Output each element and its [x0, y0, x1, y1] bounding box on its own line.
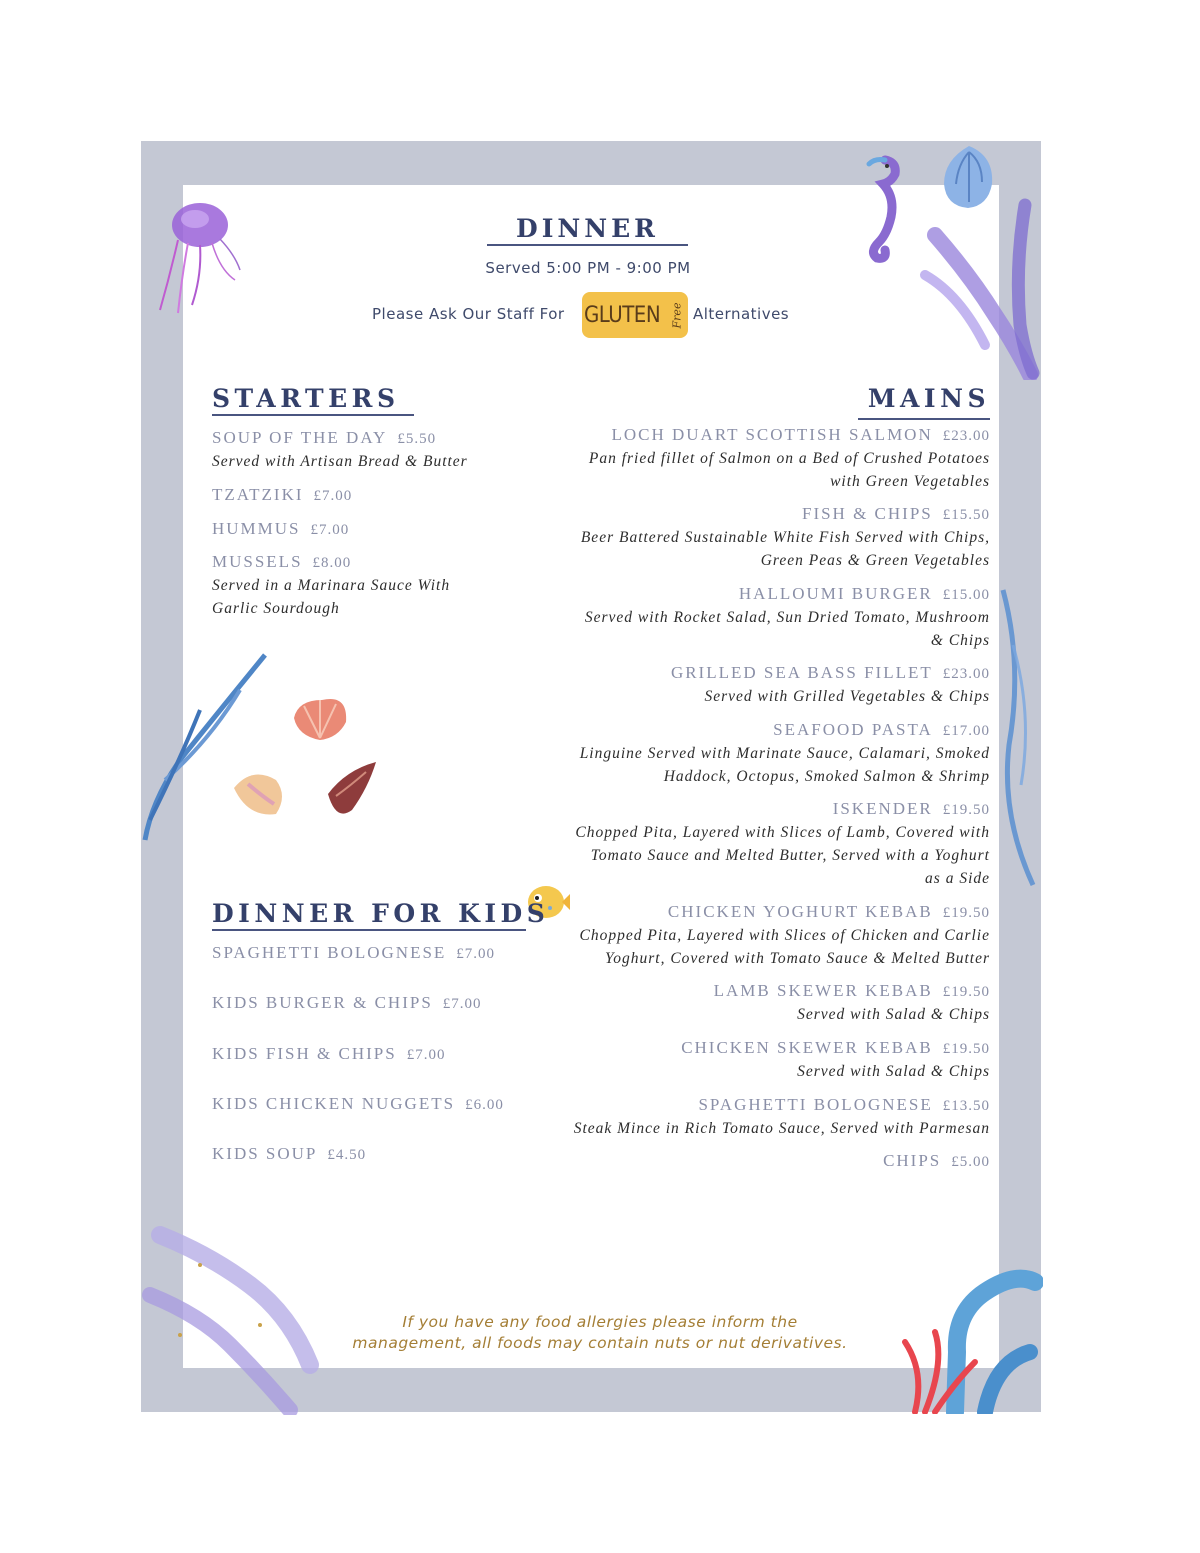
kids-item-heading — [212, 1142, 532, 1166]
starters-item-heading — [212, 426, 532, 450]
item-price: £13.50 — [942, 1098, 990, 1114]
starters-title: STARTERS — [212, 384, 400, 413]
item-name: HUMMUS — [212, 519, 301, 538]
gluten-badge-free: Free — [670, 302, 684, 328]
item-price: £23.00 — [942, 666, 990, 682]
item-price: £7.00 — [442, 996, 482, 1012]
allergy-notice — [183, 1312, 1017, 1354]
item-price: £15.00 — [942, 587, 990, 603]
item-description: Served with Grilled Vegetables & Chips — [704, 688, 990, 705]
mains-item-heading — [550, 1036, 990, 1060]
mains-item — [550, 797, 990, 890]
allergy-line-2: management, all foods may contain nuts or nut derivatives. — [352, 1334, 848, 1352]
item-description: Served with Salad & Chips — [797, 1006, 990, 1023]
mains-item-heading — [550, 979, 990, 1003]
kids-item — [212, 941, 532, 965]
item-price: £19.50 — [942, 802, 990, 818]
item-name: SEAFOOD PASTA — [773, 720, 933, 739]
item-price: £19.50 — [942, 905, 990, 921]
mains-item-heading — [550, 502, 990, 526]
item-name: KIDS BURGER & CHIPS — [212, 993, 433, 1012]
mains-item-heading — [550, 582, 990, 606]
item-description: Green Peas & Green Vegetables — [760, 552, 990, 569]
item-name: LOCH DUART SCOTTISH SALMON — [611, 425, 933, 444]
item-description: Chopped Pita, Layered with Slices of Lamb, Covered with — [575, 824, 990, 841]
item-description: Haddock, Octopus, Smoked Salmon & Shrimp — [663, 768, 990, 785]
item-name: ISKENDER — [832, 799, 933, 818]
kids-item — [212, 1092, 532, 1116]
mains-title: MAINS — [867, 384, 990, 413]
kids-item-heading — [212, 1042, 532, 1066]
seaweed-illustration — [915, 195, 1040, 380]
item-name: CHICKEN YOGHURT KEBAB — [667, 902, 933, 921]
shells-illustration — [228, 692, 383, 827]
seahorse-illustration — [855, 152, 910, 264]
item-price: £17.00 — [942, 723, 990, 739]
item-name: SPAGHETTI BOLOGNESE — [212, 943, 447, 962]
gluten-badge-text: GLUTEN — [583, 302, 661, 328]
item-description: Served in a Marinara Sauce With — [212, 577, 451, 594]
kids-title: DINNER FOR KIDS — [212, 899, 550, 928]
item-description: Served with Artisan Bread & Butter — [212, 453, 468, 470]
item-price: £4.50 — [327, 1147, 367, 1163]
starters-item — [212, 426, 532, 473]
item-price: £8.00 — [312, 555, 352, 571]
item-name: KIDS FISH & CHIPS — [212, 1044, 397, 1063]
item-name: CHICKEN SKEWER KEBAB — [681, 1038, 933, 1057]
title-underline — [487, 244, 688, 246]
mains-item — [550, 1149, 990, 1173]
gluten-free-badge — [582, 292, 688, 338]
item-price: £19.50 — [942, 1041, 990, 1057]
mains-item-heading — [550, 1149, 990, 1173]
mains-item-heading — [550, 423, 990, 447]
item-price: £7.00 — [456, 946, 496, 962]
kids-item-heading — [212, 941, 532, 965]
item-description: Chopped Pita, Layered with Slices of Chicken and Carlie — [579, 927, 990, 944]
mains-item — [550, 718, 990, 788]
item-description: Yoghurt, Covered with Tomato Sauce & Melted Butter — [605, 950, 990, 967]
item-price: £23.00 — [942, 428, 990, 444]
item-description: Garlic Sourdough — [212, 600, 340, 617]
mains-underline — [858, 418, 990, 420]
mains-item — [550, 423, 990, 493]
item-name: FISH & CHIPS — [801, 504, 933, 523]
item-description: as a Side — [925, 870, 990, 887]
mains-item — [550, 900, 990, 970]
item-description: Beer Battered Sustainable White Fish Served with Chips, — [580, 529, 990, 546]
starters-item-heading — [212, 550, 532, 574]
item-name: LAMB SKEWER KEBAB — [713, 981, 933, 1000]
item-description: Steak Mince in Rich Tomato Sauce, Served with Parmesan — [573, 1120, 990, 1137]
page-title: DINNER — [516, 214, 659, 243]
seaweed-illustration-right — [995, 585, 1043, 890]
kids-item — [212, 1142, 532, 1166]
item-name: HALLOUMI BURGER — [738, 584, 933, 603]
item-description: Linguine Served with Marinate Sauce, Calamari, Smoked — [579, 745, 990, 762]
mains-item — [550, 582, 990, 652]
mains-item-heading — [550, 797, 990, 821]
kids-item — [212, 1042, 532, 1066]
item-description: Pan fried fillet of Salmon on a Bed of Crushed Potatoes — [588, 450, 990, 467]
item-name: GRILLED SEA BASS FILLET — [670, 663, 933, 682]
kids-item-heading — [212, 991, 532, 1015]
item-price: £5.00 — [951, 1154, 990, 1170]
item-price: £19.50 — [942, 984, 990, 1000]
item-price: £7.00 — [406, 1047, 446, 1063]
item-name: KIDS CHICKEN NUGGETS — [212, 1094, 456, 1113]
allergy-line-1: If you have any food allergies please inform the — [402, 1313, 798, 1331]
item-name: SPAGHETTI BOLOGNESE — [698, 1095, 933, 1114]
item-description: Served with Rocket Salad, Sun Dried Tomato, Mushroom — [584, 609, 990, 626]
mains-item — [550, 1036, 990, 1083]
item-price: £15.50 — [942, 507, 990, 523]
starters-item — [212, 517, 532, 541]
kids-item — [212, 991, 532, 1015]
item-name: KIDS SOUP — [212, 1144, 318, 1163]
gluten-prefix: Please Ask Our Staff For — [372, 305, 565, 323]
starters-underline — [212, 414, 414, 416]
item-name: MUSSELS — [212, 552, 303, 571]
starters-item — [212, 550, 532, 620]
item-price: £7.00 — [310, 522, 350, 538]
item-name: TZATZIKI — [212, 485, 304, 504]
served-hours: Served 5:00 PM - 9:00 PM — [485, 259, 691, 277]
gluten-suffix: Alternatives — [693, 305, 790, 323]
mains-item-heading — [550, 661, 990, 685]
starters-item-heading — [212, 517, 532, 541]
item-price: £7.00 — [313, 488, 353, 504]
mains-item — [550, 661, 990, 708]
item-description: Tomato Sauce and Melted Butter, Served with a Yoghurt — [590, 847, 990, 864]
mains-item-heading — [550, 1093, 990, 1117]
item-name: SOUP OF THE DAY — [212, 428, 388, 447]
mains-item — [550, 1093, 990, 1140]
mains-item — [550, 502, 990, 572]
mains-item — [550, 979, 990, 1026]
jellyfish-illustration — [140, 195, 250, 320]
item-price: £5.50 — [397, 431, 437, 447]
item-description: & Chips — [930, 632, 990, 649]
item-price: £6.00 — [465, 1097, 504, 1113]
kids-item-heading — [212, 1092, 532, 1116]
item-description: with Green Vegetables — [830, 473, 990, 490]
starters-item-heading — [212, 483, 532, 507]
item-description: Served with Salad & Chips — [797, 1063, 990, 1080]
starters-item — [212, 483, 532, 507]
kids-underline — [212, 929, 526, 931]
mains-item-heading — [550, 718, 990, 742]
mains-item-heading — [550, 900, 990, 924]
item-name: CHIPS — [883, 1151, 942, 1170]
